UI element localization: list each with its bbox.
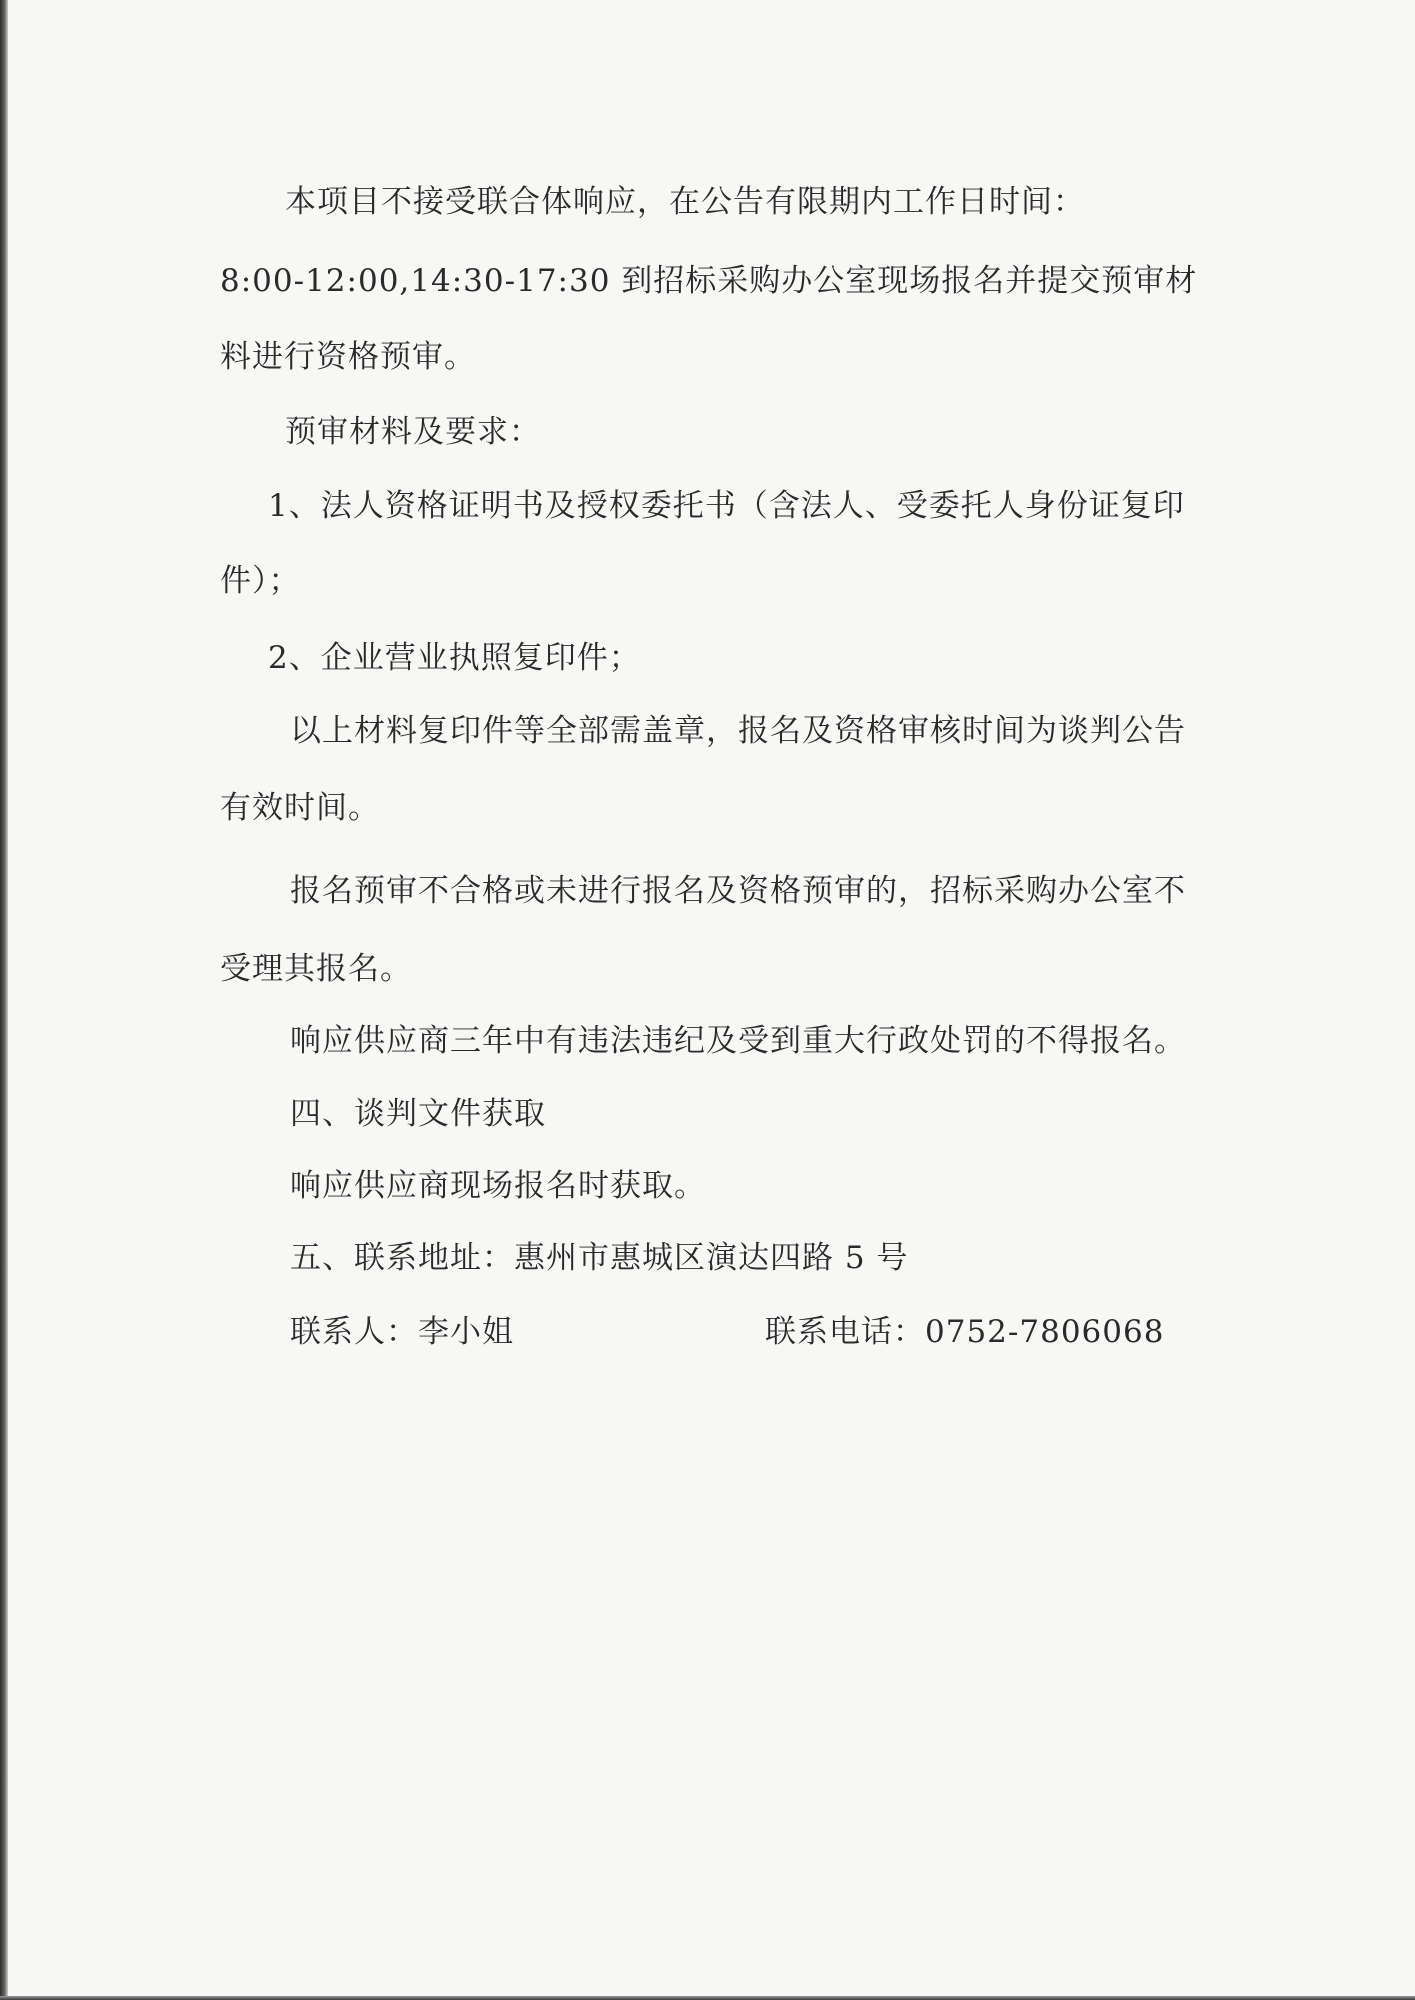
paragraph-line-7: 2、企业营业执照复印件； — [268, 640, 641, 676]
paragraph-line-1: 本项目不接受联合体响应，在公告有限期内工作日时间： — [285, 184, 1085, 220]
section-heading-4: 四、谈判文件获取 — [290, 1096, 546, 1132]
paragraph-line-4: 预审材料及要求： — [285, 414, 541, 450]
paragraph-line-6: 件）； — [220, 563, 301, 599]
contact-row — [290, 1306, 1165, 1350]
contact-person: 联系人：李小姐 — [290, 1314, 514, 1350]
paragraph-line-14: 响应供应商现场报名时获取。 — [290, 1168, 706, 1204]
paragraph-line-3: 料进行资格预审。 — [220, 339, 476, 375]
paragraph-line-9: 有效时间。 — [220, 790, 380, 826]
section-heading-5: 五、联系地址：惠州市惠城区演达四路 5 号 — [290, 1240, 909, 1276]
paragraph-line-2: 8:00-12:00,14:30-17:30 到招标采购办公室现场报名并提交预审材 — [220, 263, 1198, 299]
paragraph-line-8: 以上材料复印件等全部需盖章，报名及资格审核时间为谈判公告 — [290, 713, 1186, 749]
scan-shadow-bottom — [0, 1996, 1415, 2000]
paragraph-line-11: 受理其报名。 — [220, 951, 412, 987]
paragraph-line-5: 1、法人资格证明书及授权委托书（含法人、受委托人身份证复印 — [268, 488, 1185, 524]
scan-shadow-left — [0, 0, 8, 2000]
paragraph-line-12: 响应供应商三年中有违法违纪及受到重大行政处罚的不得报名。 — [290, 1023, 1186, 1059]
paragraph-line-10: 报名预审不合格或未进行报名及资格预审的，招标采购办公室不 — [290, 873, 1186, 909]
contact-phone: 联系电话：0752-7806068 — [765, 1314, 1165, 1350]
